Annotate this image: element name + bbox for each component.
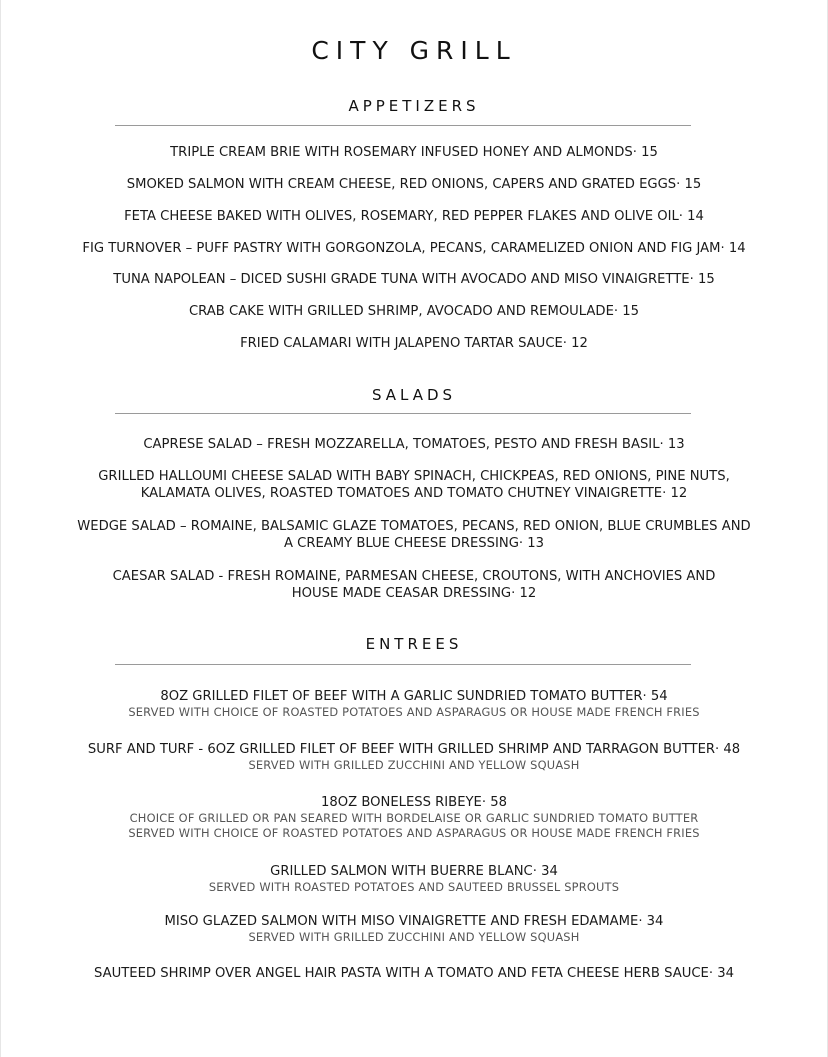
entree-title: SURF AND TURF - 6OZ GRILLED FILET OF BEEF WITH GRILLED SHRIMP AND TARRAGON BUTTER· 48: [87, 742, 741, 757]
entree-description: SERVED WITH GRILLED ZUCCHINI AND YELLOW SQUASH: [248, 930, 580, 944]
salads-divider: [115, 413, 691, 414]
entree-item: [1, 741, 827, 773]
salad-item: [1, 436, 827, 453]
salad-item-line: A CREAMY BLUE CHEESE DRESSING· 13: [283, 536, 545, 551]
entree-title: GRILLED SALMON WITH BUERRE BLANC· 34: [270, 864, 558, 879]
appetizer-item: CRAB CAKE WITH GRILLED SHRIMP, AVOCADO AND REMOULADE· 15: [189, 304, 639, 319]
entree-description: CHOICE OF GRILLED OR PAN SEARED WITH BORDELAISE OR GARLIC SUNDRIED TOMATO BUTTER: [129, 811, 699, 825]
entree-title: MISO GLAZED SALMON WITH MISO VINAIGRETTE AND FRESH EDAMAME· 34: [164, 914, 664, 929]
appetizers-heading: APPETIZERS: [348, 97, 480, 115]
entree-item: [1, 863, 827, 895]
salad-item: [1, 568, 827, 602]
appetizer-item: TUNA NAPOLEAN – DICED SUSHI GRADE TUNA WITH AVOCADO AND MISO VINAIGRETTE· 15: [113, 272, 715, 287]
salad-item: [1, 518, 827, 552]
entree-item: [1, 965, 827, 982]
appetizers-divider: [115, 125, 691, 126]
entree-item: [1, 688, 827, 720]
salad-item-line: HOUSE MADE CEASAR DRESSING· 12: [291, 586, 537, 601]
entree-title: SAUTEED SHRIMP OVER ANGEL HAIR PASTA WITH A TOMATO AND FETA CHEESE HERB SAUCE· 34: [94, 966, 734, 981]
entree-description: SERVED WITH GRILLED ZUCCHINI AND YELLOW SQUASH: [248, 758, 580, 772]
entree-title: 8OZ GRILLED FILET OF BEEF WITH A GARLIC SUNDRIED TOMATO BUTTER· 54: [160, 689, 668, 704]
entree-item: [1, 794, 827, 841]
appetizer-item: SMOKED SALMON WITH CREAM CHEESE, RED ONIONS, CAPERS AND GRATED EGGS· 15: [126, 177, 702, 192]
salad-item-line: WEDGE SALAD – ROMAINE, BALSAMIC GLAZE TOMATOES, PECANS, RED ONION, BLUE CRUMBLES AND: [77, 519, 751, 534]
appetizer-item: FRIED CALAMARI WITH JALAPENO TARTAR SAUCE· 12: [240, 336, 588, 351]
salad-item-line: KALAMATA OLIVES, ROASTED TOMATOES AND TOMATO CHUTNEY VINAIGRETTE· 12: [140, 486, 688, 501]
salad-item-line: GRILLED HALLOUMI CHEESE SALAD WITH BABY SPINACH, CHICKPEAS, RED ONIONS, PINE NUTS,: [98, 469, 730, 484]
appetizer-item: FIG TURNOVER – PUFF PASTRY WITH GORGONZOLA, PECANS, CARAMELIZED ONION AND FIG JAM· 14: [82, 241, 746, 256]
entree-description: SERVED WITH CHOICE OF ROASTED POTATOES AND ASPARAGUS OR HOUSE MADE FRENCH FRIES: [128, 705, 700, 719]
entree-item: [1, 913, 827, 945]
appetizer-item: TRIPLE CREAM BRIE WITH ROSEMARY INFUSED HONEY AND ALMONDS· 15: [170, 145, 658, 160]
entree-description: SERVED WITH ROASTED POTATOES AND SAUTEED BRUSSEL SPROUTS: [208, 880, 620, 894]
salad-item: [1, 468, 827, 502]
entrees-heading: ENTREES: [365, 635, 463, 653]
entrees-divider: [115, 664, 691, 665]
salad-item-line: CAPRESE SALAD – FRESH MOZZARELLA, TOMATOES, PESTO AND FRESH BASIL· 13: [143, 437, 685, 452]
restaurant-name: CITY GRILL: [311, 36, 517, 65]
entree-title: 18OZ BONELESS RIBEYE· 58: [321, 795, 507, 810]
salads-heading: SALADS: [371, 386, 457, 404]
appetizer-item: FETA CHEESE BAKED WITH OLIVES, ROSEMARY, RED PEPPER FLAKES AND OLIVE OIL· 14: [124, 209, 704, 224]
salad-item-line: CAESAR SALAD - FRESH ROMAINE, PARMESAN CHEESE, CROUTONS, WITH ANCHOVIES AND: [112, 569, 716, 584]
entree-description: SERVED WITH CHOICE OF ROASTED POTATOES AND ASPARAGUS OR HOUSE MADE FRENCH FRIES: [128, 826, 700, 840]
